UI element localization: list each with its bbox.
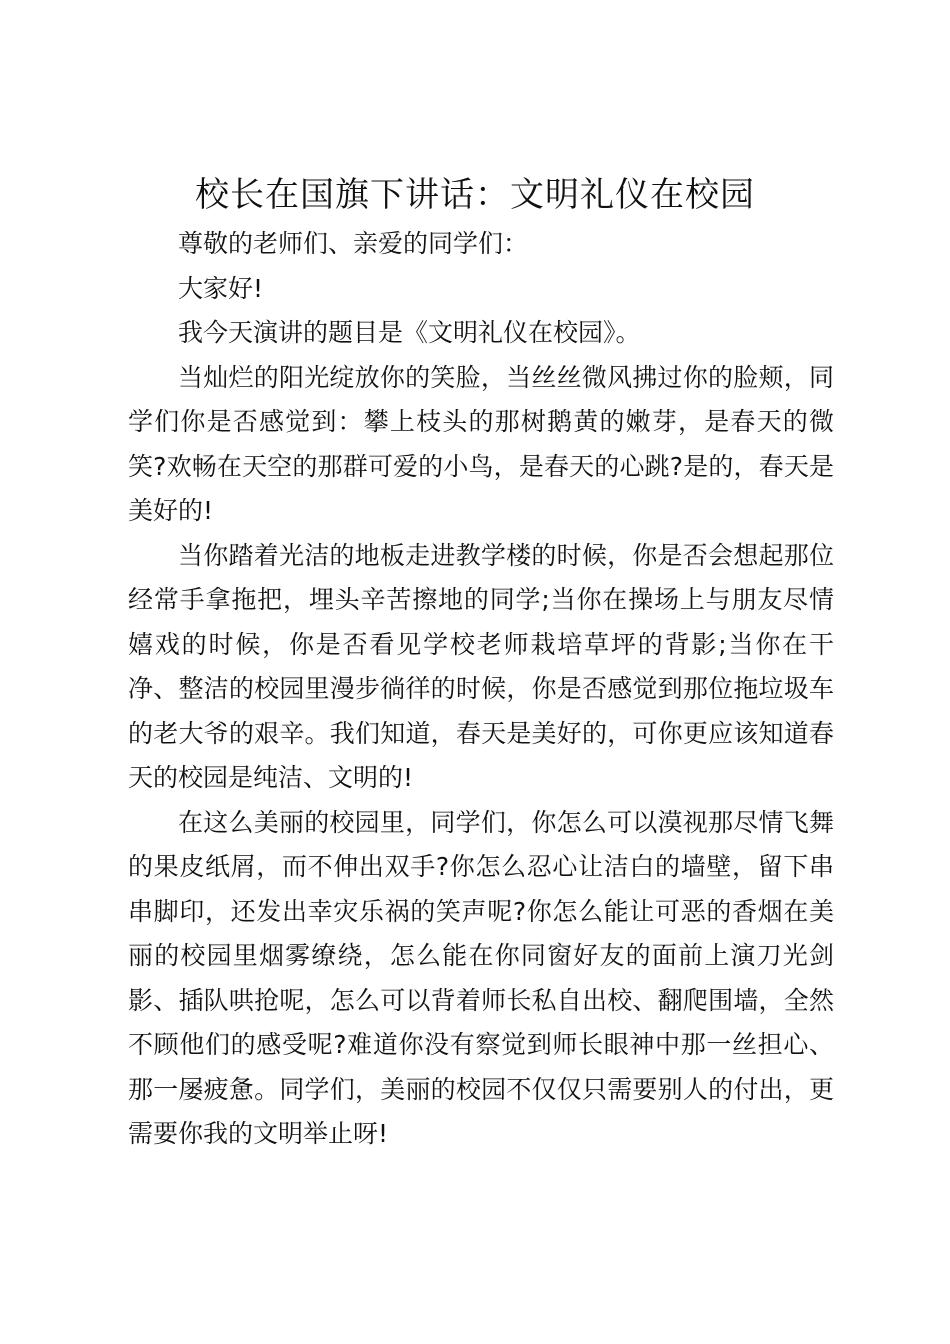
document-title: 校长在国旗下讲话：文明礼仪在校园 — [195, 175, 755, 215]
document-body — [128, 222, 834, 1157]
paragraph-civility: 在这么美丽的校园里，同学们，你怎么可以漠视那尽情飞舞的果皮纸屑，而不伸出双手?你怎么忍心让洁白的墙壁，留下串串脚印，还发出幸灾乐祸的笑声呢?你怎么能让可恶的香烟在美丽的校园里烟雾缭绕，怎么能在你同窗好友的面前上演刀光剑影、插队哄抢呢，怎么可以背着师长私自出校、翻爬围墙，全然不顾他们的感受呢?难道你没有察觉到师长眼神中那一丝担心、那一屡疲惫。同学们，美丽的校园不仅仅只需要别人的付出，更需要你我的文明举止呀! — [128, 807, 834, 1148]
paragraph-topic: 我今天演讲的题目是《文明礼仪在校园》。 — [178, 318, 641, 347]
paragraph-hello: 大家好! — [178, 273, 264, 303]
paragraph-campus-workers: 当你踏着光洁的地板走进教学楼的时候，你是否会想起那位经常手拿拖把，埋头辛苦擦地的同学;当你在操场上与朋友尽情嬉戏的时候，你是否看见学校老师栽培草坪的背影;当你在干净、整洁的校园里漫步徜徉的时候，你是否感觉到那位拖垃圾车的老大爷的艰辛。我们知道，春天是美好的，可你更应该知道春天的校园是纯洁、文明的! — [128, 540, 834, 792]
paragraph-spring: 当灿烂的阳光绽放你的笑脸，当丝丝微风拂过你的脸颊，同学们你是否感觉到：攀上枝头的那树鹅黄的嫩芽，是春天的微笑?欢畅在天空的那群可爱的小鸟，是春天的心跳?是的，春天是美好的! — [128, 362, 834, 525]
paragraph-greeting: 尊敬的老师们、亲爱的同学们： — [178, 229, 529, 258]
